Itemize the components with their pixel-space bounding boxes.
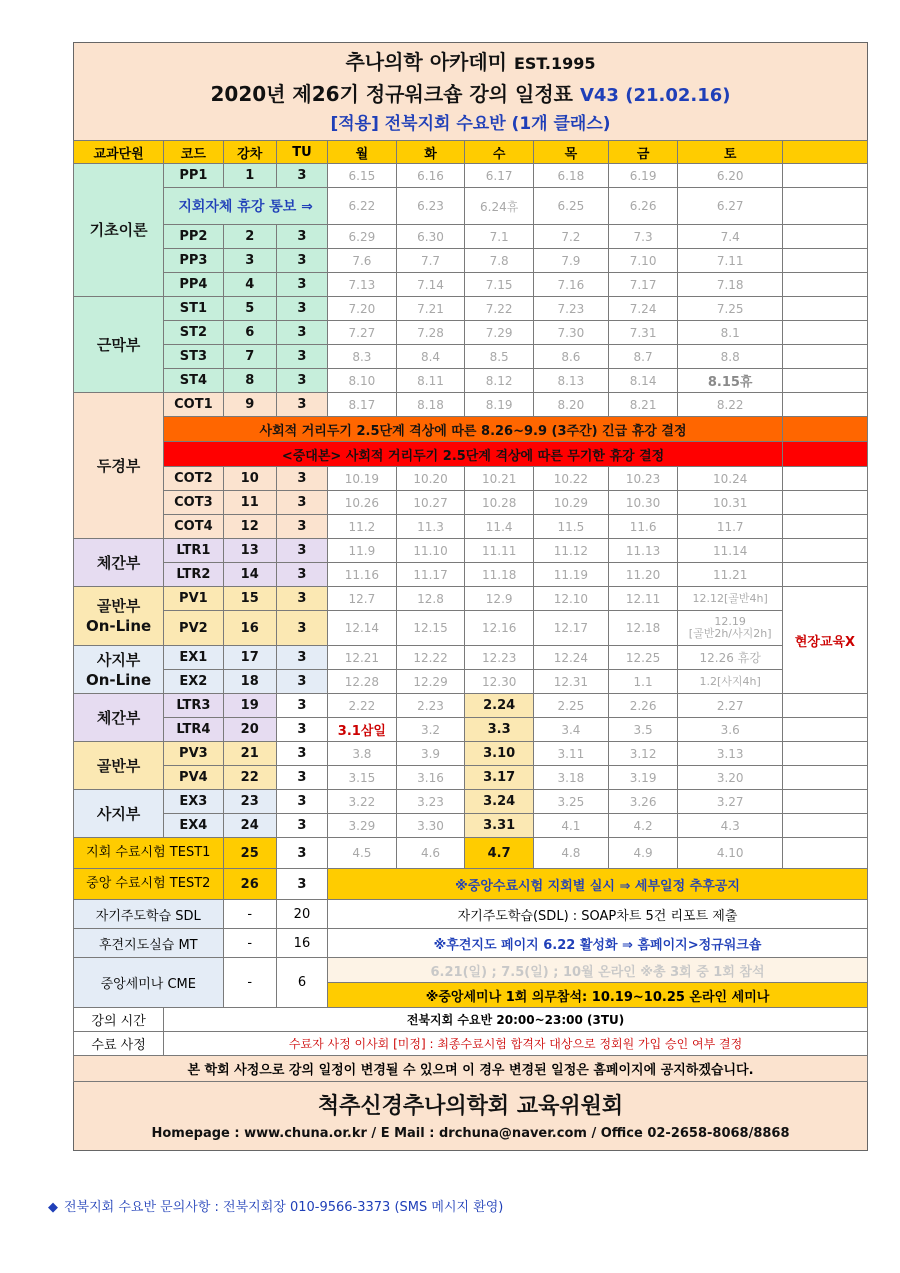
unit-limb-2: 사지부 [74,790,164,838]
onsite-note: 현장교육X [782,587,867,694]
table-row [74,417,868,442]
time-text: 전북지회 수요반 20:00~23:00 (3TU) [164,1008,868,1032]
branch-cancel-note: 지회자체 휴강 통보 ⇒ [164,188,328,225]
unit-head: 두경부 [74,393,164,539]
col-wed: 수 [465,141,534,164]
time-label: 강의 시간 [74,1008,164,1032]
table-row [74,1008,868,1032]
table-row: 중앙세미나 CME - 6 6.21(일) ; 7.5(일) ; 10월 온라인 ※총 3회 중 1회 참석 [74,958,868,983]
schedule-sheet [73,42,868,1151]
table-row: 사지부 EX3 23 3 3.22 3.23 3.24 3.25 3.26 3.27 [74,790,868,814]
cme-sessions: 6.21(일) ; 7.5(일) ; 10월 온라인 ※총 3회 중 1회 참석 [328,958,868,983]
version-label: V43 (21.02.16) [579,85,731,106]
unit-body-2: 체간부 [74,694,164,742]
table-row: LTR4 20 3 3.1삼일 3.2 3.3 3.4 3.5 3.6 [74,718,868,742]
col-tu: TU [276,141,327,164]
table-row: 사지부 On-Line EX1 17 3 12.21 12.22 12.23 12.24 12.25 12.26 휴강 [74,646,868,670]
cme-required: ※중앙세미나 1회 의무참석: 10.19~10.25 온라인 세미나 [328,983,868,1008]
schedule-table [73,140,868,1082]
table-row [74,1056,868,1082]
table-row: PP3 3 3 7.6 7.7 7.8 7.9 7.10 7.11 [74,249,868,273]
applied-class: [적용] 전북지회 수요반 (1개 클래스) [330,114,611,134]
table-row: 중앙 수료시험 TEST2 26 3 ※중앙수료시험 지회별 실시 ⇒ 세부일정 추후공지 [74,869,868,900]
organization-name: 척추신경추나의학회 교육위원회 [317,1094,624,1119]
table-row: 두경부 COT1 9 3 8.17 8.18 8.19 8.20 8.21 8.22 [74,393,868,417]
table-row: LTR2 14 3 11.16 11.17 11.18 11.19 11.20 11.21 [74,563,868,587]
indefinite-cancel-notice: <중대본> 사회적 거리두기 2.5단계 격상에 따른 무기한 휴강 결정 [164,442,783,467]
col-sat: 토 [678,141,783,164]
col-extra [782,141,867,164]
table-row: 기초이론 PP1 1 3 6.15 6.16 6.17 6.18 6.19 6.20 [74,164,868,188]
col-tue: 화 [396,141,465,164]
cme-label: 중앙세미나 CME [74,958,224,1008]
table-row: 자기주도학습 SDL - 20 자기주도학습(SDL) : SOAP차트 5건 리포트 제출 [74,900,868,929]
table-row: COT2 10 3 10.19 10.20 10.21 10.22 10.23 10.24 [74,467,868,491]
table-row: 체간부 LTR1 13 3 11.9 11.10 11.11 11.12 11.13 11.14 [74,539,868,563]
diamond-icon: ◆ [48,1200,58,1215]
unit-pelvis-1: 골반부 On-Line [74,587,164,646]
sheet-header [73,42,868,140]
grad-label: 수료 사정 [74,1032,164,1056]
academy-title: 추나의학 아카데미 EST.1995 [345,50,596,74]
col-fri: 금 [608,141,678,164]
table-row: COT3 11 3 10.26 10.27 10.28 10.29 10.30 10.31 [74,491,868,515]
table-row: ST3 7 3 8.3 8.4 8.5 8.6 8.7 8.8 [74,345,868,369]
unit-muscle: 근막부 [74,297,164,393]
unit-pelvis-2: 골반부 [74,742,164,790]
col-lecture: 강차 [223,141,276,164]
table-row: 골반부 On-Line PV1 15 3 12.7 12.8 12.9 12.10 12.11 12.12[골반4h] 현장교육X [74,587,868,611]
mt-text: ※후견지도 페이지 6.22 활성화 ⇒ 홈페이지>정규워크숍 [328,929,868,958]
inquiry-line: ◆ 전북지회 수요반 문의사항 : 전북지회장 010-9566-3373 (SMS 메시지 환영) [48,1200,504,1215]
table-row: 지회 수료시험 TEST1 25 3 4.5 4.6 4.7 4.8 4.9 4.10 [74,838,868,869]
test1-label: 지회 수료시험 TEST1 [74,838,224,869]
table-row: 근막부 ST1 5 3 7.20 7.21 7.22 7.23 7.24 7.25 [74,297,868,321]
col-code: 코드 [164,141,223,164]
contact-info: Homepage : www.chuna.or.kr / E Mail : drchuna@naver.com / Office 02-2658-8068/8868 [151,1126,790,1141]
table-row: 골반부 PV3 21 3 3.8 3.9 3.10 3.11 3.12 3.13 [74,742,868,766]
table-row: 지회자체 휴강 통보 ⇒ 6.22 6.23 6.24휴 6.25 6.26 6.27 [74,188,868,225]
change-notice: 본 학회 사정으로 강의 일정이 변경될 수 있으며 이 경우 변경된 일정은 홈페이지에 공지하겠습니다. [74,1056,868,1082]
mt-label: 후견지도실습 MT [74,929,224,958]
table-row: PP4 4 3 7.13 7.14 7.15 7.16 7.17 7.18 [74,273,868,297]
grad-text: 수료자 사정 이사회 [미정] : 최종수료시험 합격자 대상으로 정회원 가입 승인 여부 결정 [164,1032,868,1056]
unit-basic: 기초이론 [74,164,164,297]
table-row: PV4 22 3 3.15 3.16 3.17 3.18 3.19 3.20 [74,766,868,790]
table-row: PP2 2 3 6.29 6.30 7.1 7.2 7.3 7.4 [74,225,868,249]
table-row: PV2 16 3 12.14 12.15 12.16 12.17 12.18 12.19 [골반2h/사지2h] [74,611,868,646]
table-row: ST4 8 3 8.10 8.11 8.12 8.13 8.14 8.15휴 [74,369,868,393]
unit-body-1: 체간부 [74,539,164,587]
col-unit: 교과단원 [74,141,164,164]
header-row [74,141,868,164]
table-row: ST2 6 3 7.27 7.28 7.29 7.30 7.31 8.1 [74,321,868,345]
col-mon: 월 [328,141,397,164]
sdl-text: 자기주도학습(SDL) : SOAP차트 5건 리포트 제출 [328,900,868,929]
table-row: 체간부 LTR3 19 3 2.22 2.23 2.24 2.25 2.26 2.27 [74,694,868,718]
table-row: 후견지도실습 MT - 16 ※후견지도 페이지 6.22 활성화 ⇒ 홈페이지>정규워크숍 [74,929,868,958]
emergency-cancel-notice: 사회적 거리두기 2.5단계 격상에 따른 8.26~9.9 (3주간) 긴급 휴강 결정 [164,417,783,442]
test2-label: 중앙 수료시험 TEST2 [74,869,224,900]
test2-notice: ※중앙수료시험 지회별 실시 ⇒ 세부일정 추후공지 [328,869,868,900]
sdl-label: 자기주도학습 SDL [74,900,224,929]
table-row: EX2 18 3 12.28 12.29 12.30 12.31 1.1 1.2[사지4h] [74,670,868,694]
table-row: EX4 24 3 3.29 3.30 3.31 4.1 4.2 4.3 [74,814,868,838]
table-row [74,442,868,467]
table-row [74,1032,868,1056]
unit-limb-1: 사지부 On-Line [74,646,164,694]
col-thu: 목 [533,141,608,164]
schedule-title: 2020년 제26기 정규워크숍 강의 일정표 V43 (21.02.16) [210,82,731,106]
footer [73,1082,868,1151]
table-row: COT4 12 3 11.2 11.3 11.4 11.5 11.6 11.7 [74,515,868,539]
